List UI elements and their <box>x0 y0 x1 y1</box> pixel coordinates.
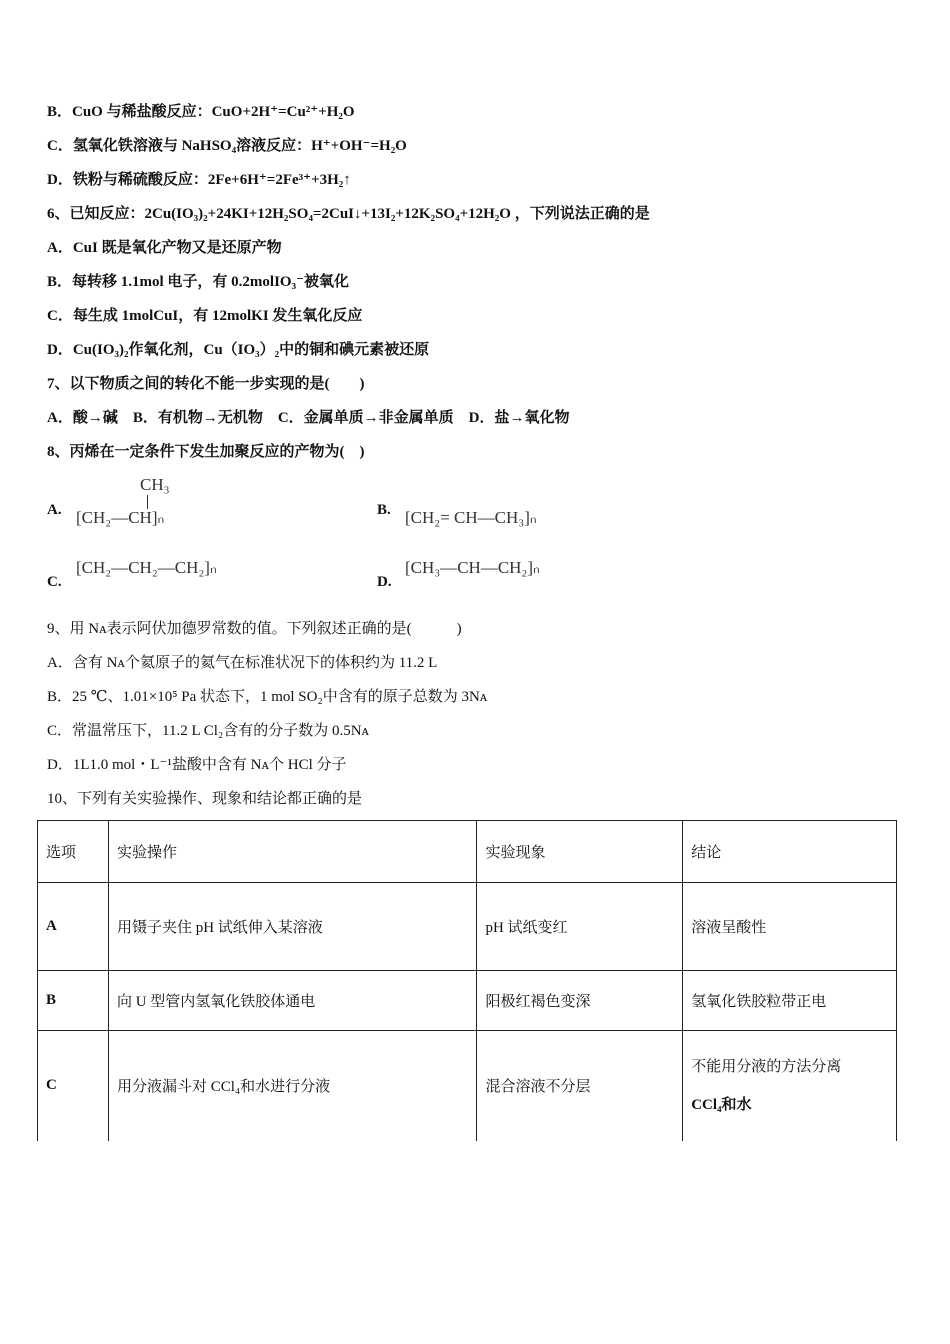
q6-option-a: A．CuI 既是氧化产物又是还原产物 <box>47 240 282 256</box>
q8-stem: 8、丙烯在一定条件下发生加聚反应的产物为( ) <box>47 444 365 460</box>
row-operation: 用分液漏斗对 CCl₄和水进行分液 <box>108 1031 477 1141</box>
row-phenomenon: 混合溶液不分层 <box>477 1031 683 1141</box>
q6-option-b: B．每转移 1.1mol 电子，有 0.2molIO₃⁻被氧化 <box>47 274 350 290</box>
row-phenomenon: 阳极红褐色变深 <box>477 971 683 1031</box>
row-option: A <box>38 883 109 971</box>
branch-bond <box>147 495 148 509</box>
row-conclusion <box>683 1031 897 1141</box>
header-phenomenon: 实验现象 <box>477 821 683 883</box>
q8-label-a: A. <box>47 502 62 518</box>
q10-table <box>37 820 897 1141</box>
header-conclusion: 结论 <box>683 821 897 883</box>
q9-option-c: C．常温常压下，11.2 L Cl₂含有的分子数为 0.5Nᴀ <box>47 723 370 739</box>
table-row <box>38 1031 897 1141</box>
conclusion-line-2: CCl₄和水 <box>691 1096 752 1113</box>
q9-option-a: A．含有 Nᴀ个氦原子的氦气在标准状况下的体积约为 11.2 L <box>47 655 438 671</box>
q8-label-b: B. <box>377 502 391 518</box>
q8-label-c: C. <box>47 574 62 590</box>
row-conclusion: 溶液呈酸性 <box>683 883 897 971</box>
q8-label-d: D. <box>377 574 392 590</box>
q6-option-c: C．每生成 1molCuI，有 12molKI 发生氧化反应 <box>47 308 363 324</box>
row-operation: 用镊子夹住 pH 试纸伸入某溶液 <box>108 883 477 971</box>
q8-formula-a: [CH₂—CH]ₙ <box>76 508 165 527</box>
row-option: C <box>38 1031 109 1141</box>
q5-option-c: C．氢氧化铁溶液与 NaHSO₄溶液反应：H⁺+OH⁻=H₂O <box>47 138 407 154</box>
header-option: 选项 <box>38 821 109 883</box>
row-conclusion: 氢氧化铁胶粒带正电 <box>683 971 897 1031</box>
q10-stem: 10、下列有关实验操作、现象和结论都正确的是 <box>47 791 363 807</box>
q7-options: A．酸→碱 B．有机物→无机物 C．金属单质→非金属单质 D．盐→氧化物 <box>47 410 570 426</box>
q7-stem: 7、以下物质之间的转化不能一步实现的是( ) <box>47 376 365 392</box>
header-operation: 实验操作 <box>108 821 477 883</box>
q5-option-d: D．铁粉与稀硫酸反应：2Fe+6H⁺=2Fe³⁺+3H₂↑ <box>47 172 351 188</box>
q9-stem: 9、用 Nᴀ表示阿伏加德罗常数的值。下列叙述正确的是( ) <box>47 621 462 637</box>
table-row <box>38 883 897 971</box>
row-option: B <box>38 971 109 1031</box>
row-operation: 向 U 型管内氢氧化铁胶体通电 <box>108 971 477 1031</box>
q9-option-d: D．1L1.0 mol・L⁻¹盐酸中含有 Nᴀ个 HCl 分子 <box>47 757 347 773</box>
q8-formula-c: [CH₂—CH₂—CH₂]ₙ <box>76 558 217 577</box>
q8-formula-d: [CH₃—CH—CH₂]ₙ <box>405 558 540 577</box>
table-header-row <box>38 821 897 883</box>
q9-option-b: B．25 ℃、1.01×10⁵ Pa 状态下，1 mol SO₂中含有的原子总数为 3Nᴀ <box>47 689 488 705</box>
conclusion-line-1: 不能用分液的方法分离 <box>691 1058 842 1075</box>
q6-stem: 6、已知反应：2Cu(IO₃)₂+24KI+12H₂SO₄=2CuI↓+13I₂+12K₂SO₄+12H₂O ，下列说法正确的是 <box>47 206 650 222</box>
q6-option-d: D．Cu(IO₃)₂作氧化剂，Cu（IO₃）₂中的铜和碘元素被还原 <box>47 342 430 358</box>
table-row <box>38 971 897 1031</box>
q5-option-b: B．CuO 与稀盐酸反应：CuO+2H⁺=Cu²⁺+H₂O <box>47 104 355 120</box>
q8-formula-b: [CH₂= CH—CH₃]ₙ <box>405 508 537 527</box>
row-phenomenon: pH 试纸变红 <box>477 883 683 971</box>
q8-branch-a: CH₃ <box>140 475 170 494</box>
